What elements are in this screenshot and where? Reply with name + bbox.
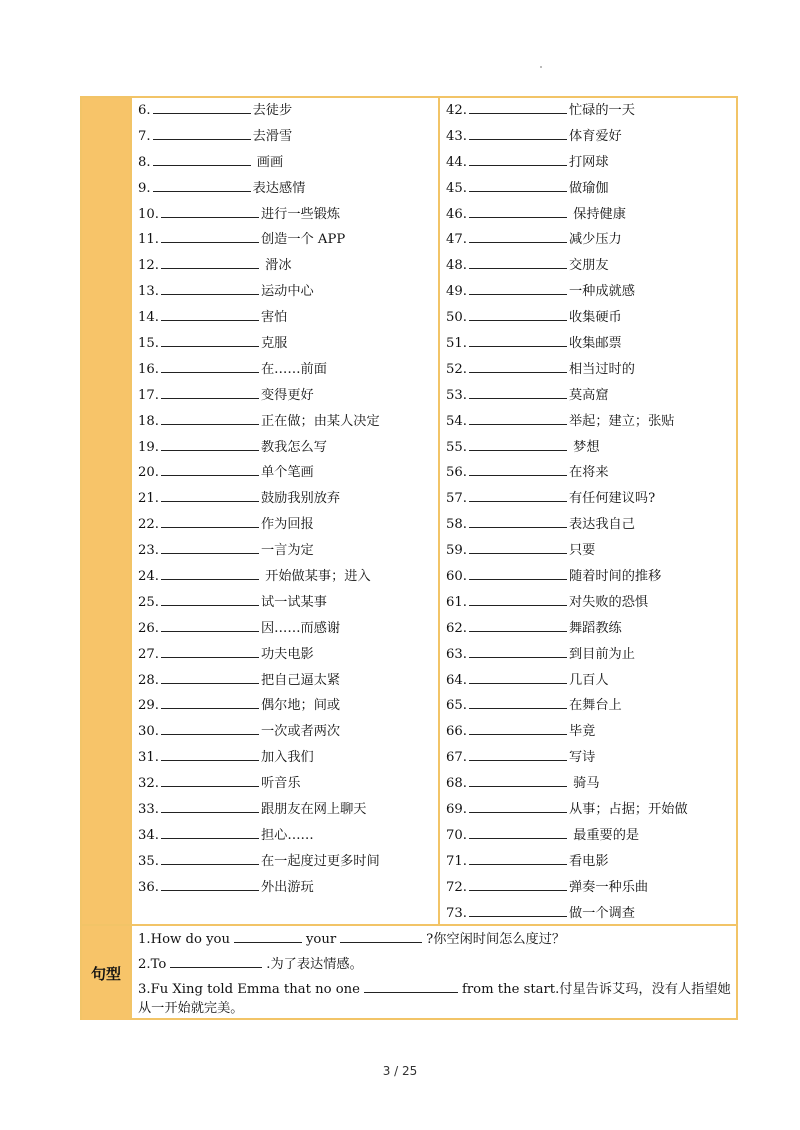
vocab-item: [138, 202, 434, 228]
vocab-item: [446, 331, 732, 357]
vocab-item: [446, 719, 732, 745]
sentence-2: [138, 955, 734, 974]
blank-field[interactable]: [161, 567, 259, 580]
blank-field[interactable]: [161, 334, 259, 347]
side-column-sentences: [82, 926, 130, 1020]
blank-field[interactable]: [469, 852, 567, 865]
blank-field[interactable]: [340, 930, 422, 943]
item-meaning: 交朋友: [568, 258, 609, 274]
item-number: 36.: [138, 879, 159, 895]
item-number: 68.: [446, 776, 467, 792]
item-number: 7.: [138, 128, 151, 144]
vocab-item: [138, 383, 434, 409]
item-meaning: 收集邮票: [568, 336, 622, 352]
item-meaning: 有任何建议吗?: [568, 491, 656, 507]
blank-field[interactable]: [469, 230, 567, 243]
blank-field[interactable]: [469, 256, 567, 269]
item-meaning: 创造一个 APP: [260, 232, 346, 248]
vocab-item: [446, 124, 732, 150]
item-number: 10.: [138, 206, 159, 222]
item-number: 50.: [446, 310, 467, 326]
blank-field[interactable]: [469, 205, 567, 218]
vocab-item: [138, 538, 434, 564]
vocab-item: [446, 383, 732, 409]
item-number: 35.: [138, 853, 159, 869]
item-meaning: 在将来: [568, 465, 609, 481]
blank-field[interactable]: [469, 101, 567, 114]
blank-field[interactable]: [161, 852, 259, 865]
item-number: 31.: [138, 750, 159, 766]
vocab-item: [446, 435, 732, 461]
item-number: 12.: [138, 258, 159, 274]
vocab-item: [446, 849, 732, 875]
side-column-vocab: [82, 98, 130, 924]
vocab-item: [138, 305, 434, 331]
item-number: 26.: [138, 620, 159, 636]
blank-field[interactable]: [469, 645, 567, 658]
blank-field[interactable]: [161, 308, 259, 321]
item-number: 17.: [138, 387, 159, 403]
item-meaning: 收集硬币: [568, 310, 622, 326]
item-meaning: 从事；占据；开始做: [568, 802, 688, 818]
item-meaning: 开始做某事；进入: [260, 569, 371, 585]
blank-field[interactable]: [469, 826, 567, 839]
vocab-item: [446, 486, 732, 512]
page-number: 3 / 25: [382, 1064, 418, 1078]
item-number: 61.: [446, 594, 467, 610]
item-meaning: 正在做；由某人决定: [260, 413, 380, 429]
sentence-3: [138, 980, 734, 1018]
vocab-item: [446, 98, 732, 124]
item-number: 57.: [446, 491, 467, 507]
vocab-item: [138, 357, 434, 383]
item-number: 9.: [138, 180, 151, 196]
blank-field[interactable]: [469, 904, 567, 917]
item-meaning: 滑冰: [260, 258, 292, 274]
item-meaning: 试一试某事: [260, 594, 327, 610]
blank-field[interactable]: [161, 774, 259, 787]
blank-field[interactable]: [161, 800, 259, 813]
item-number: 32.: [138, 776, 159, 792]
vocab-item: [138, 668, 434, 694]
item-number: 47.: [446, 232, 467, 248]
blank-field[interactable]: [153, 101, 251, 114]
blank-field[interactable]: [469, 179, 567, 192]
item-number: 51.: [446, 336, 467, 352]
vocab-item: [446, 150, 732, 176]
item-number: 60.: [446, 569, 467, 585]
vocab-item: [138, 590, 434, 616]
item-meaning: 几百人: [568, 672, 609, 688]
item-number: 19.: [138, 439, 159, 455]
item-number: 65.: [446, 698, 467, 714]
item-number: 34.: [138, 827, 159, 843]
blank-field[interactable]: [469, 748, 567, 761]
item-number: 71.: [446, 853, 467, 869]
vocab-table: [80, 96, 738, 1020]
item-number: 66.: [446, 724, 467, 740]
item-meaning: 在……前面: [260, 361, 327, 377]
vocab-item: [446, 305, 732, 331]
column-divider: [130, 98, 132, 1020]
item-number: 22.: [138, 517, 159, 533]
item-meaning: 变得更好: [260, 387, 314, 403]
vocab-item: [138, 616, 434, 642]
blank-field[interactable]: [364, 980, 458, 993]
item-number: 48.: [446, 258, 467, 274]
item-number: 23.: [138, 543, 159, 559]
item-meaning: 作为回报: [260, 517, 314, 533]
sentence-2-part-b: .为了表达情感。: [266, 957, 363, 972]
item-number: 73.: [446, 905, 467, 921]
item-meaning: 在一起度过更多时间: [260, 853, 380, 869]
blank-field[interactable]: [161, 463, 259, 476]
blank-field[interactable]: [161, 671, 259, 684]
item-meaning: 进行一些锻炼: [260, 206, 341, 222]
vocab-item: [446, 279, 732, 305]
sentence-1-part-b: your: [305, 932, 337, 947]
item-number: 24.: [138, 569, 159, 585]
blank-field[interactable]: [234, 930, 302, 943]
item-number: 70.: [446, 827, 467, 843]
vocab-item: [138, 771, 434, 797]
vocab-item: [138, 719, 434, 745]
item-meaning: 加入我们: [260, 750, 314, 766]
vocab-item: [446, 590, 732, 616]
item-meaning: 一种成就感: [568, 284, 635, 300]
item-meaning: 保持健康: [568, 206, 626, 222]
vocab-item: [138, 849, 434, 875]
item-meaning: 偶尔地；间或: [260, 698, 341, 714]
item-meaning: 克服: [260, 336, 288, 352]
item-number: 72.: [446, 879, 467, 895]
item-meaning: 毕竟: [568, 724, 596, 740]
item-number: 44.: [446, 154, 467, 170]
item-meaning: 一言为定: [260, 543, 314, 559]
item-meaning: 减少压力: [568, 232, 622, 248]
item-meaning: 举起；建立；张贴: [568, 413, 675, 429]
item-meaning: 相当过时的: [568, 361, 635, 377]
blank-field[interactable]: [469, 282, 567, 295]
sentence-3-part-b: from the start.付星告诉艾玛，没有人指望她从一开始就完美。: [138, 982, 731, 1016]
item-number: 13.: [138, 284, 159, 300]
item-meaning: 弹奏一种乐曲: [568, 879, 649, 895]
blank-field[interactable]: [469, 800, 567, 813]
item-number: 6.: [138, 103, 151, 118]
item-meaning: 一次或者两次: [260, 724, 341, 740]
vocab-item: [446, 642, 732, 668]
vocab-item: [138, 331, 434, 357]
item-number: 62.: [446, 620, 467, 636]
item-number: 52.: [446, 361, 467, 377]
blank-field[interactable]: [161, 541, 259, 554]
item-meaning: 外出游玩: [260, 879, 314, 895]
vocab-item: [446, 901, 732, 927]
section-label-sentence-patterns: 句型: [90, 964, 121, 983]
vocab-item: [446, 797, 732, 823]
vocab-item: [138, 512, 434, 538]
vocab-item: [446, 693, 732, 719]
blank-field[interactable]: [469, 541, 567, 554]
blank-field[interactable]: [161, 722, 259, 735]
item-number: 53.: [446, 387, 467, 403]
item-meaning: 写诗: [568, 750, 596, 766]
item-meaning: 骑马: [568, 776, 600, 792]
item-number: 54.: [446, 413, 467, 429]
blank-field[interactable]: [161, 619, 259, 632]
item-number: 14.: [138, 310, 159, 326]
blank-field[interactable]: [161, 412, 259, 425]
item-number: 45.: [446, 180, 467, 196]
blank-field[interactable]: [469, 386, 567, 399]
vocab-item: [446, 460, 732, 486]
sentence-patterns: [138, 930, 734, 1024]
blank-field[interactable]: [161, 230, 259, 243]
blank-field[interactable]: [161, 438, 259, 451]
vocab-item: [138, 823, 434, 849]
blank-field[interactable]: [469, 334, 567, 347]
vocab-item: [138, 227, 434, 253]
page-mark: [540, 66, 542, 68]
blank-field[interactable]: [161, 696, 259, 709]
vocab-list-left: [138, 98, 434, 901]
sentence-3-part-a: 3.Fu Xing told Emma that no one: [138, 982, 360, 997]
vocab-item: [446, 823, 732, 849]
vocab-item: [446, 668, 732, 694]
vocab-item: [138, 693, 434, 719]
vocab-item: [446, 253, 732, 279]
vocab-item: [446, 875, 732, 901]
item-number: 29.: [138, 698, 159, 714]
item-number: 21.: [138, 491, 159, 507]
blank-field[interactable]: [469, 360, 567, 373]
item-meaning: 舞蹈教练: [568, 620, 622, 636]
item-number: 55.: [446, 439, 467, 455]
vocab-item: [138, 435, 434, 461]
blank-field[interactable]: [469, 515, 567, 528]
item-meaning: 在舞台上: [568, 698, 622, 714]
item-meaning: 到目前为止: [568, 646, 635, 662]
item-meaning: 鼓励我别放弃: [260, 491, 341, 507]
item-meaning: 跟朋友在网上聊天: [260, 802, 367, 818]
item-meaning: 梦想: [568, 439, 600, 455]
item-meaning: 单个笔画: [260, 465, 314, 481]
item-meaning: 对失败的恐惧: [568, 594, 649, 610]
vocab-item: [138, 875, 434, 901]
item-number: 28.: [138, 672, 159, 688]
column-divider-middle: [438, 98, 440, 924]
item-meaning: 害怕: [260, 310, 288, 326]
vocab-item: [446, 512, 732, 538]
item-meaning: 去徒步: [252, 103, 293, 118]
vocab-item: [138, 150, 434, 176]
item-number: 69.: [446, 802, 467, 818]
blank-field[interactable]: [170, 955, 262, 968]
vocab-item: [138, 124, 434, 150]
item-meaning: 只要: [568, 543, 596, 559]
vocab-item: [138, 797, 434, 823]
blank-field[interactable]: [469, 696, 567, 709]
item-number: 46.: [446, 206, 467, 222]
item-number: 56.: [446, 465, 467, 481]
item-number: 30.: [138, 724, 159, 740]
vocab-item: [446, 176, 732, 202]
item-number: 63.: [446, 646, 467, 662]
vocab-item: [446, 409, 732, 435]
item-number: 18.: [138, 413, 159, 429]
blank-field[interactable]: [469, 774, 567, 787]
vocab-item: [138, 564, 434, 590]
item-meaning: 听音乐: [260, 776, 301, 792]
item-number: 64.: [446, 672, 467, 688]
blank-field[interactable]: [469, 438, 567, 451]
item-number: 33.: [138, 802, 159, 818]
blank-field[interactable]: [161, 515, 259, 528]
blank-field[interactable]: [153, 127, 251, 140]
item-meaning: 功夫电影: [260, 646, 314, 662]
blank-field[interactable]: [161, 748, 259, 761]
vocab-list-right: [446, 98, 732, 927]
blank-field[interactable]: [161, 282, 259, 295]
item-number: 27.: [138, 646, 159, 662]
blank-field[interactable]: [469, 671, 567, 684]
item-number: 58.: [446, 517, 467, 533]
item-number: 15.: [138, 336, 159, 352]
sentence-1: [138, 930, 734, 949]
blank-field[interactable]: [161, 645, 259, 658]
item-meaning: 运动中心: [260, 284, 314, 300]
item-meaning: 看电影: [568, 853, 609, 869]
vocab-item: [138, 279, 434, 305]
vocab-item: [138, 253, 434, 279]
item-meaning: 担心……: [260, 827, 314, 843]
vocab-item: [446, 357, 732, 383]
blank-field[interactable]: [469, 412, 567, 425]
item-meaning: 把自己逼太紧: [260, 672, 341, 688]
blank-field[interactable]: [161, 386, 259, 399]
vocab-item: [138, 98, 434, 124]
blank-field[interactable]: [469, 722, 567, 735]
blank-field[interactable]: [469, 463, 567, 476]
item-meaning: 随着时间的推移: [568, 569, 662, 585]
item-number: 16.: [138, 361, 159, 377]
blank-field[interactable]: [469, 619, 567, 632]
blank-field[interactable]: [153, 153, 251, 166]
vocab-item: [138, 486, 434, 512]
blank-field[interactable]: [153, 179, 251, 192]
item-meaning: 体育爱好: [568, 128, 622, 144]
item-meaning: 教我怎么写: [260, 439, 327, 455]
item-meaning: 表达我自己: [568, 517, 635, 533]
item-number: 59.: [446, 543, 467, 559]
item-number: 8.: [138, 154, 151, 170]
sentence-1-part-a: 1.How do you: [138, 932, 230, 947]
item-meaning: 做一个调查: [568, 905, 635, 921]
vocab-item: [446, 771, 732, 797]
sentence-2-part-a: 2.To: [138, 957, 167, 972]
item-number: 42.: [446, 103, 467, 118]
blank-field[interactable]: [161, 256, 259, 269]
vocab-item: [446, 745, 732, 771]
item-meaning: 忙碌的一天: [568, 103, 635, 118]
item-meaning: 去滑雪: [252, 128, 293, 144]
item-number: 25.: [138, 594, 159, 610]
vocab-item: [446, 227, 732, 253]
sentence-1-part-c: ?你空闲时间怎么度过？: [426, 932, 566, 947]
item-meaning: 表达感情: [252, 180, 306, 196]
item-meaning: 打网球: [568, 154, 609, 170]
blank-field[interactable]: [161, 489, 259, 502]
blank-field[interactable]: [469, 567, 567, 580]
blank-field[interactable]: [161, 826, 259, 839]
item-number: 49.: [446, 284, 467, 300]
item-meaning: 莫高窟: [568, 387, 609, 403]
vocab-item: [138, 745, 434, 771]
vocab-item: [446, 564, 732, 590]
blank-field[interactable]: [469, 489, 567, 502]
vocab-item: [446, 202, 732, 228]
vocab-item: [138, 409, 434, 435]
item-meaning: 做瑜伽: [568, 180, 609, 196]
vocab-item: [446, 538, 732, 564]
vocab-item: [138, 642, 434, 668]
item-number: 11.: [138, 232, 159, 248]
vocab-item: [138, 176, 434, 202]
blank-field[interactable]: [469, 127, 567, 140]
blank-field[interactable]: [161, 205, 259, 218]
item-number: 67.: [446, 750, 467, 766]
item-number: 20.: [138, 465, 159, 481]
blank-field[interactable]: [161, 360, 259, 373]
blank-field[interactable]: [161, 593, 259, 606]
item-meaning: 因……而感谢: [260, 620, 341, 636]
item-number: 43.: [446, 128, 467, 144]
blank-field[interactable]: [469, 878, 567, 891]
item-meaning: 画画: [252, 154, 284, 170]
blank-field[interactable]: [469, 593, 567, 606]
vocab-item: [446, 616, 732, 642]
blank-field[interactable]: [469, 308, 567, 321]
blank-field[interactable]: [161, 878, 259, 891]
vocab-item: [138, 460, 434, 486]
item-meaning: 最重要的是: [568, 827, 640, 843]
blank-field[interactable]: [469, 153, 567, 166]
